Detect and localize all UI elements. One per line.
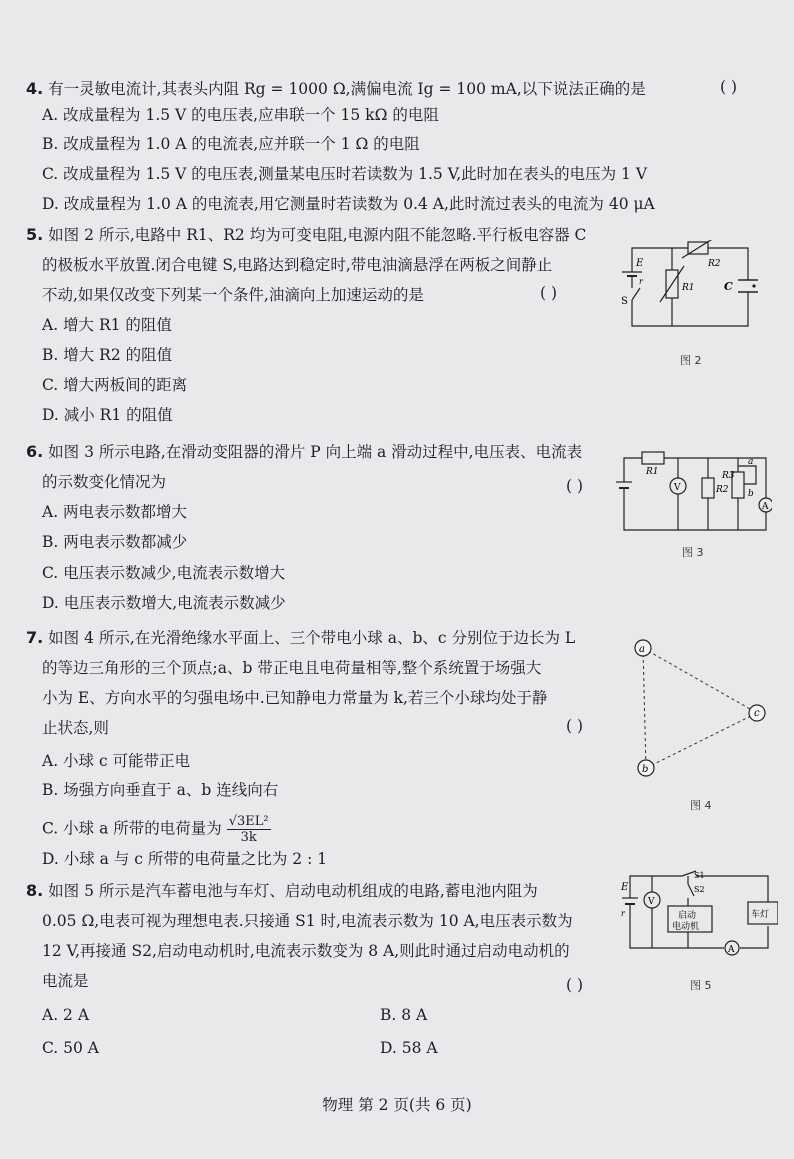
fig3-label-v: V: [674, 483, 681, 493]
q7-answer-paren: ( ): [566, 717, 584, 735]
page-footer: 物理 第 2 页(共 6 页): [322, 1096, 472, 1114]
q6-option-b: B. 两电表示数都减少: [42, 533, 188, 551]
q5-option-b: B. 增大 R2 的阻值: [42, 346, 173, 364]
figure-4-triangle: [628, 636, 774, 782]
q6-answer-paren: ( ): [566, 477, 584, 495]
fig3-label-a-end: a: [748, 457, 754, 467]
q7-fraction-denominator: 3k: [240, 830, 257, 845]
fig3-label-a-meter: A: [762, 502, 769, 512]
fig5-label-motor-2: 电动机: [672, 922, 700, 932]
figure-2-circuit: [612, 240, 762, 332]
fig5-label-e: E: [621, 882, 629, 893]
fig4-label-c: c: [754, 708, 760, 719]
q7-option-d: D. 小球 a 与 c 所带的电荷量之比为 2 : 1: [42, 850, 328, 868]
fig3-label-r2: R2: [716, 485, 729, 495]
figure-5-circuit: [620, 868, 778, 956]
fig5-label-s2: S2: [694, 885, 705, 894]
q8-option-b: B. 8 A: [380, 1006, 428, 1024]
q8-number: 8.: [26, 881, 44, 900]
q7-line-2: 的等边三角形的三个顶点;a、b 带正电且电荷量相等,整个系统置于场强大: [42, 659, 542, 677]
q6-line-2: 的示数变化情况为: [42, 473, 167, 491]
q6-line-1: [26, 441, 582, 463]
q6-line-1-text: 如图 3 所示电路,在滑动变阻器的滑片 P 向上端 a 滑动过程中,电压表、电流表: [48, 443, 583, 461]
q8-line-1: [26, 880, 538, 902]
q7-option-b: B. 场强方向垂直于 a、b 连线向右: [42, 781, 279, 799]
q8-option-d: D. 58 A: [380, 1039, 438, 1057]
fig5-label-r: r: [621, 909, 625, 918]
fig4-label-b: b: [642, 764, 649, 775]
q4-option-d: D. 改成量程为 1.0 A 的电流表,用它测量时若读数为 0.4 A,此时流过表头的电流为 40 μA: [42, 195, 655, 213]
fig2-label-c: C: [724, 280, 733, 293]
q7-fraction-numerator: √3EL²: [228, 814, 269, 829]
q6-option-a: A. 两电表示数都增大: [42, 503, 188, 521]
figure-3-caption: 图 3: [682, 546, 704, 559]
fig5-label-v: V: [648, 897, 655, 907]
fig2-r2-arrow: [682, 240, 714, 258]
fig4-label-a: a: [639, 644, 645, 655]
q7-line-1: [26, 627, 575, 649]
figure-4-caption: 图 4: [690, 799, 712, 812]
fig2-switch: [632, 288, 640, 300]
q4-option-c: C. 改成量程为 1.5 V 的电压表,测量某电压时若读数为 1.5 V,此时加在表头的电压为 1 V: [42, 165, 648, 183]
fig3-r1-resistor: [642, 452, 664, 464]
q8-line-3: 12 V,再接通 S2,启动电动机时,电流表示数变为 8 A,则此时通过启动电动机的: [42, 942, 570, 960]
q4-stem-text: 有一灵敏电流计,其表头内阻 Rg = 1000 Ω,满偏电流 Ig = 100 mA,以下说法正确的是: [48, 80, 646, 98]
q4-option-b: B. 改成量程为 1.0 A 的电流表,应并联一个 1 Ω 的电阻: [42, 135, 420, 153]
q5-line-3: 不动,如果仅改变下列某一个条件,油滴向上加速运动的是: [42, 286, 424, 304]
fig3-r2-resistor: [702, 478, 714, 498]
fig2-label-r2: R2: [708, 259, 721, 269]
q8-option-c: C. 50 A: [42, 1039, 100, 1057]
q4-option-a: A. 改成量程为 1.5 V 的电压表,应串联一个 15 kΩ 的电阻: [42, 106, 439, 124]
q8-line-1-text: 如图 5 所示是汽车蓄电池与车灯、启动电动机组成的电路,蓄电池内阻为: [48, 882, 538, 900]
q6-option-c: C. 电压表示数减少,电流表示数增大: [42, 564, 286, 582]
figure-3-circuit: [616, 448, 772, 540]
q4-number: 4.: [26, 79, 44, 98]
q5-line-1: [26, 224, 586, 246]
q4-stem: [26, 78, 646, 100]
q5-option-a: A. 增大 R1 的阻值: [42, 316, 172, 334]
figure-2-caption: 图 2: [680, 354, 702, 367]
q5-option-d: D. 减小 R1 的阻值: [42, 406, 173, 424]
fig2-label-r1: R1: [682, 283, 695, 293]
fig3-label-r1: R1: [646, 467, 659, 477]
q7-option-c-fraction: [227, 814, 271, 845]
q5-line-1-text: 如图 2 所示,电路中 R1、R2 均为可变电阻,电源内阻不能忽略.平行板电容器 C: [48, 226, 587, 244]
q7-option-c-text: C. 小球 a 所带的电荷量为: [42, 819, 222, 838]
q5-number: 5.: [26, 225, 44, 244]
q7-number: 7.: [26, 628, 44, 647]
fig3-label-r3: R3: [722, 471, 735, 481]
q8-answer-paren: ( ): [566, 976, 584, 994]
fig5-label-lamp: 车灯: [751, 910, 770, 920]
q7-line-1-text: 如图 4 所示,在光滑绝缘水平面上、三个带电小球 a、b、c 分别位于边长为 L: [48, 629, 576, 647]
q8-line-4: 电流是: [42, 972, 89, 990]
q7-option-a: A. 小球 c 可能带正电: [42, 752, 191, 770]
q5-option-c: C. 增大两板间的距离: [42, 376, 188, 394]
q8-line-2: 0.05 Ω,电表可视为理想电表.只接通 S1 时,电流表示数为 10 A,电压表示数为: [42, 912, 573, 930]
fig2-label-e: E: [636, 258, 644, 269]
q7-line-4: 止状态,则: [42, 719, 109, 737]
fig5-label-s1: S1: [694, 871, 705, 880]
figure-5-caption: 图 5: [690, 979, 712, 992]
fig5-label-motor-1: 启动: [678, 911, 697, 921]
fig2-label-s: S: [621, 296, 628, 307]
q5-answer-paren: ( ): [540, 284, 558, 302]
q7-option-c: [42, 814, 271, 845]
q4-answer-paren: ( ): [720, 78, 738, 96]
fig5-label-a: A: [728, 945, 735, 955]
fig3-label-b-end: b: [748, 489, 754, 499]
q8-option-a: A. 2 A: [42, 1006, 90, 1024]
fig2-oil-drop: [752, 284, 755, 287]
q5-line-2: 的极板水平放置.闭合电键 S,电路达到稳定时,带电油滴悬浮在两板之间静止: [42, 256, 553, 274]
q6-number: 6.: [26, 442, 44, 461]
fig2-label-r: r: [639, 277, 643, 286]
q7-line-3: 小为 E、方向水平的匀强电场中.已知静电力常量为 k,若三个小球均处于静: [42, 689, 548, 707]
q6-option-d: D. 电压表示数增大,电流表示数减少: [42, 594, 286, 612]
